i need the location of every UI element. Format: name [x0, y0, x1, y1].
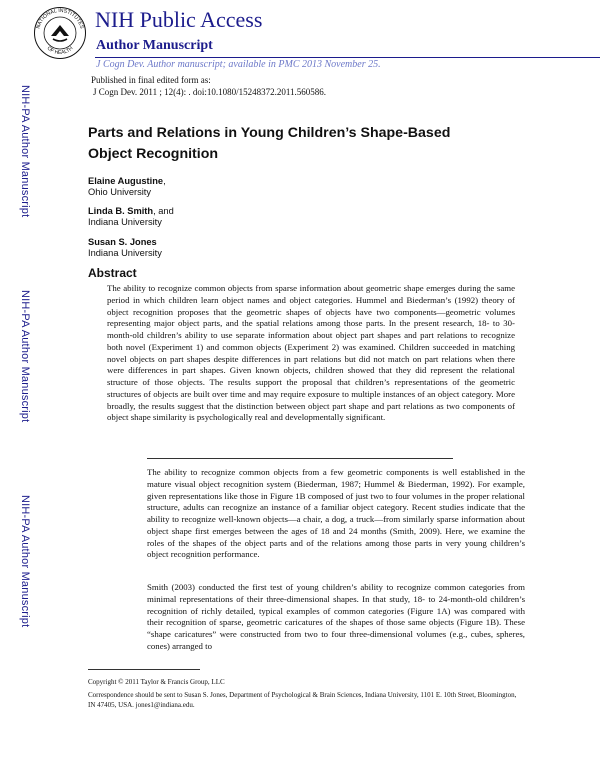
- abstract-text: The ability to recognize common objects from sparse information about geometric shape emerges during the same period in which children learn object names and object categories. Hummel and Biederman’s (1992) theory of object recognition proposes that the geometric shapes of objects have two components—geometric volumes representing major object parts, and the spatial relations among those parts. In the present research, 18- to 30-month-old children’s ability to use separate information about object part shapes and part relations to recognize both novel (Experiment 1) and common objects (Experiment 2) was examined. Children succeeded in matching novel objects on part shapes despite differences in part relations but did not match on part relations when there were differences in part shapes. Given known objects, children showed that they did represent the relational structure of those objects. The results support the proposal that children’s representations of the geometric structures of objects are built over time and may require exposure to multiple instances of an object category. More broadly, the results suggest that the distinction between object part shape and part relations as two components of object shape similarity is psychologically real and developmentally significant.: [107, 283, 515, 423]
- correspondence-note: Correspondence should be sent to Susan S. Jones, Department of Psychological & Brain Sciences, Indiana University, 1101 E. 10th Street, Bloomington, IN 47405, USA. jones1@indiana.edu.: [88, 691, 517, 709]
- author-block: [88, 237, 162, 259]
- section-divider: [147, 458, 453, 459]
- author-block: [88, 176, 166, 198]
- author-affiliation: Ohio University: [88, 187, 152, 197]
- body-paragraph-1: The ability to recognize common objects from a few geometric components is well established in the mature visual object recognition system (Biederman, 1987; Hummel & Biederman, 1992). For example, given representations like those in Figure 1B composed of just two to four volumes in the proper relational structure, adults can recognize an instance of a familiar object category. Recent studies indicate that the ability to recognize well-known objects—a chair, a dog, a truck—from similarly sparse information about object shape first emerges between the ages of 18 and 24 months (Smith, 2009). Here, we examine the roles of the shapes of the object parts and of the relations among those parts in very young children’s object recognition performance.: [147, 467, 525, 560]
- author-block: [88, 206, 174, 228]
- nih-public-access-title: NIH Public Access: [95, 7, 263, 32]
- author-suffix: ,: [163, 176, 166, 186]
- citation-line: J Cogn Dev. 2011 ; 12(4): . doi:10.1080/15248372.2011.560586.: [93, 87, 326, 97]
- abstract-heading: Abstract: [88, 266, 137, 280]
- sidebar-label-1: NIH-PA Author Manuscript: [19, 85, 31, 218]
- author-affiliation: Indiana University: [88, 217, 162, 227]
- body-paragraph-2: Smith (2003) conducted the first test of young children’s ability to recognize common categories from minimal representations of their three-dimensional shapes. In that study, 18- to 24-month-old children’s recognition of richly detailed, typical examples of common categories (Figure 1A) was compared with their recognition of sparse, geometric caricatures of the shapes of those same objects (Figure 1B). These “shape caricatures” were constructed from two to four three-dimensional volumes (e.g., cubes, spheres, cones) arranged to: [147, 582, 525, 651]
- sidebar-label-3: NIH-PA Author Manuscript: [19, 495, 31, 628]
- author-name: Linda B. Smith: [88, 206, 154, 216]
- svg-text:OF HEALTH: OF HEALTH: [45, 45, 75, 57]
- footnote-divider: [88, 669, 200, 670]
- author-suffix: , and: [153, 206, 174, 216]
- header-divider: [95, 57, 600, 58]
- availability-note: J Cogn Dev. Author manuscript; available in PMC 2013 November 25.: [96, 59, 381, 70]
- author-manuscript-label: Author Manuscript: [96, 38, 213, 53]
- article-title: Parts and Relations in Young Children’s Shape-Based Object Recognition: [88, 125, 451, 162]
- sidebar-label-2: NIH-PA Author Manuscript: [19, 290, 31, 423]
- nih-logo: [33, 6, 87, 60]
- author-affiliation: Indiana University: [88, 248, 162, 258]
- published-in-label: Published in final edited form as:: [91, 75, 211, 85]
- svg-text:NATIONAL INSTITUTES: NATIONAL INSTITUTES: [35, 7, 85, 30]
- author-name: Elaine Augustine: [88, 176, 164, 186]
- copyright-note: Copyright © 2011 Taylor & Francis Group, LLC: [88, 678, 225, 686]
- author-name: Susan S. Jones: [88, 237, 157, 247]
